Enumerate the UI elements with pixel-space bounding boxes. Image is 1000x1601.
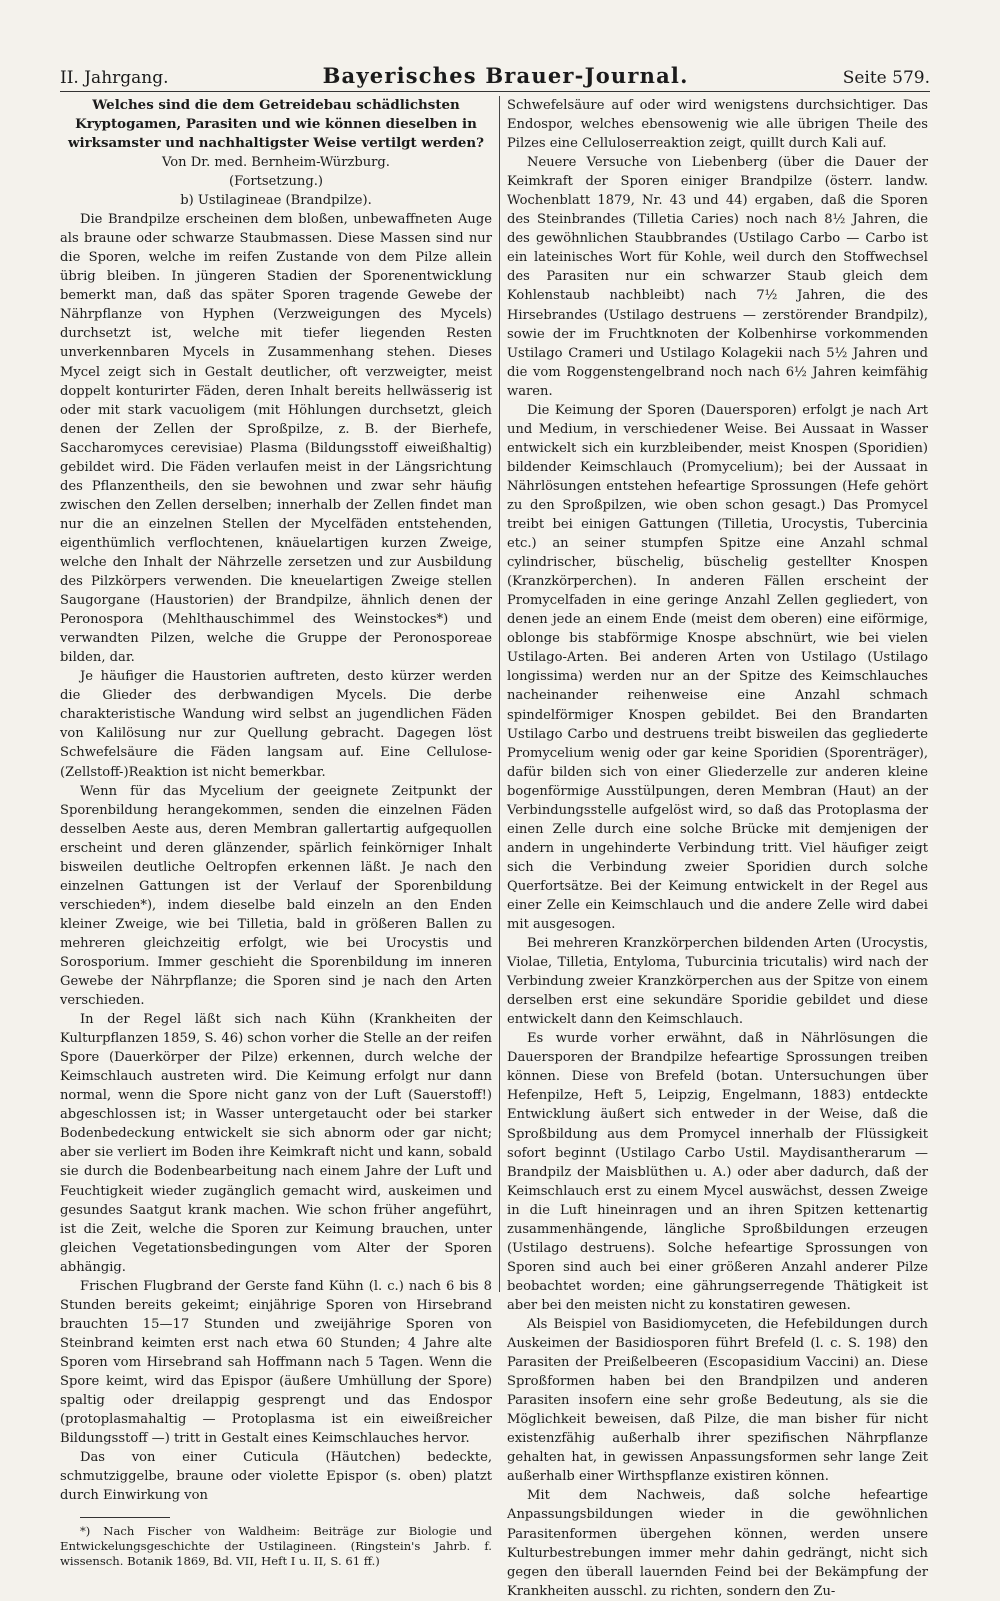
paragraph: Je häufiger die Haustorien auftreten, desto kürzer werden die Glieder des derbwandigen Mycels. Die derbe charakteristische Wandung wird selbst an jugendlichen Fäden von Kalilösung nur zur Quellung gebracht. Dagegen löst Schwefelsäure die Fäden langsam auf. Eine Cellulose-(Zellstoff-)Reaktion ist nicht bemerkbar. (60, 669, 492, 780)
continuation-note: (Fortsetzung.) (228, 174, 324, 190)
paragraph: Mit dem Nachweis, daß solche hefeartige Anpassungsbildungen wieder in die gewöhnlichen Parasitenformen übergehen können, werden unsere Kulturbestrebungen immer mehr dahin gedrängt, nicht sich gegen den überall lauernden Feind bei der Bekämpfung der Krankheiten ausschl. zu richten, sondern den Zu- (507, 1488, 928, 1599)
paragraph: Es wurde vorher erwähnt, daß in Nährlösungen die Dauersporen der Brandpilze hefeartige Sprossungen treiben können. Diese von Brefeld (botan. Untersuchungen über Hefenpilze, Heft 5, Leipzig, Engelmann, 1883) entdeckte Entwicklung äußert sich entweder in der Weise, daß die Sproßbildung aus dem Promycel innerhalb der Flüssigkeit sofort beginnt (Ustilago Carbo Ustil. Maydisantherarum — Brandpilz der Maisblüthen u. A.) oder aber dadurch, daß der Keimschlauch erst zu einem Mycel auswächst, dessen Zweige in die Luft hineinragen und an ihren Spitzen kettenartig zusammenhängende, längliche Sproßbildungen erzeugen (Ustilago destruens). Solche hefeartige Sprossungen von Sporen sind auch bei einer größeren Anzahl anderer Pilze beobachtet worden; eine gährungserregende Thätigkeit ist aber bei den meisten nicht zu konstatiren gewesen. (507, 1031, 928, 1313)
journal-title: Bayerisches Brauer-Journal. (322, 63, 689, 88)
section-heading: b) Ustilagineae (Brandpilze). (180, 193, 372, 209)
page-number: Seite 579. (842, 68, 930, 88)
paragraph: In der Regel läßt sich nach Kühn (Krankheiten der Kulturpflanzen 1859, S. 46) schon vorher die Stelle an der reifen Spore (Dauerkörper der Pilze) erkennen, durch welche der Keimschlauch austreten wird. Die Keimung erfolgt nur dann normal, wenn die Spore nicht ganz von der Luft (Sauerstoff!) abgeschlossen ist; in Wasser untergetaucht oder bei starker Bodenbedeckung entwickelt sie sich abnorm oder gar nicht; aber sie verliert im Boden ihre Keimkraft nicht und kann, sobald sie durch die Bodenbearbeitung nach einem Jahre der Luft und Feuchtigkeit wieder zugänglich gemacht wird, auskeimen und gesundes Saatgut krank machen. Wie schon früher angeführt, ist die Zeit, welche die Sporen zur Keimung brauchen, unter gleichen Vegetationsbedingungen vom Alter der Sporen abhängig. (60, 1012, 492, 1275)
paragraph: Als Beispiel von Basidiomyceten, die Hefebildungen durch Auskeimen der Basidiosporen führt Brefeld (l. c. S. 198) den Parasiten der Preißelbeeren (Escopasidium Vaccini) an. Diese Sproßformen haben bei den Brandpilzen und anderen Parasiten insofern eine sehr große Bedeutung, als sie die Möglichkeit beweisen, daß Pilze, die man bisher für nicht existenzfähig außerhalb ihrer spezifischen Nährpflanze gehalten hat, in gewissen Anpassungsformen sehr lange Zeit außerhalb einer Wirthspflanze existiren können. (507, 1317, 928, 1485)
footnote: *) Nach Fischer von Waldheim: Beiträge zur Biologie und Entwickelungsgeschichte der Ustilagineen. (Ringstein's Jahrb. f. wissensch. Botanik 1869, Bd. VII, Heft I u. II, S. 61 ff.) (60, 1524, 492, 1569)
article-title: Welches sind die dem Getreidebau schädlichsten Kryptogamen, Parasiten und wie können dieselben in wirksamster und nachhaltigster Weise vertilgt werden? (68, 97, 484, 151)
paragraph: Die Brandpilze erscheinen dem bloßen, unbewaffneten Auge als braune oder schwarze Staubmassen. Diese Massen sind nur die Sporen, welche im reifen Zustande von dem Pilze allein übrig bleiben. In jüngeren Stadien der Sporenentwicklung bemerkt man, daß das später Sporen tragende Gewebe der Nährpflanze von Hyphen (Verzweigungen des Mycels) durchsetzt ist, welche mit tiefer liegenden Resten unverkennbaren Mycels in Zusammenhang stehen. Dieses Mycel zeigt sich in Gestalt deutlicher, oft verzweigter, meist doppelt konturirter Fäden, deren Inhalt bereits hellwässerig ist oder mit stark vacuoligem (mit Höhlungen durchsetzt, gleich denen der Zellen der Sproßpilze, z. B. der Bierhefe, Saccharomyces cerevisiae) Plasma (Bildungsstoff eiweißhaltig) gebildet wird. Die Fäden verlaufen meist in der Längsrichtung des Pflanzentheils, den sie bewohnen und zwar sehr häufig zwischen den Zellen derselben; innerhalb der Zellen findet man nur die an einzelnen Stellen der Mycelfäden entstehenden, eigenthümlich verflochtenen, knäuelartigen kurzen Zweige, welche den Inhalt der Nährzelle zersetzen und zur Ausbildung des Pilzkörpers verwenden. Die kneuelartigen Zweige stellen Saugorgane (Haustorien) der Brandpilze, ähnlich denen der Peronospora (Mehlthauschimmel des Weinstockes*) und verwandten Pilzen, welche die Gruppe der Peronosporeae bilden, dar. (60, 212, 492, 666)
paragraph: Bei mehreren Kranzkörperchen bildenden Arten (Urocystis, Violae, Tilletia, Entyloma, Tuburcinia tricutalis) wird nach der Verbindung zweier Kranzkörperchen aus der Spitze von einem derselben erst eine sekundäre Sporidie gebildet und diese entwickelt dann den Keimschlauch. (507, 936, 928, 1028)
paragraph: Die Keimung der Sporen (Dauersporen) erfolgt je nach Art und Medium, in verschiedener Weise. Bei Aussaat in Wasser entwickelt sich ein kurzbleibender, meist Knospen (Sporidien) bildender Keimschlauch (Promycelium); bei der Aussaat in Nährlösungen entstehen hefeartige Sprossungen (Hefe gehört zu den Sproßpilzen, wie oben schon gesagt.) Das Promycel treibt bei einigen Gattungen (Tilletia, Urocystis, Tubercinia etc.) an seiner stumpfen Spitze eine Anzahl schmal cylindrischer, büschelig, büschelig gestellter Knospen (Kranzkörperchen). In anderen Fällen erscheint der Promycelfaden in eine geringe Anzahl Zellen gegliedert, von denen jede an einem Ende (meist dem oberen) eine eiförmige, oblonge bis stabförmige Knospe abschnürt, wie bei vielen Ustilago-Arten. Bei anderen Arten von Ustilago (Ustilago longissima) werden nur an der Spitze des Keimschlauches nacheinander reihenweise eine Anzahl schmach spindelförmiger Knospen gebildet. Bei den Brandarten Ustilago Carbo und destruens treibt bisweilen das gegliederte Promycelium wenig oder gar keine Sporidien (Sporenträger), dafür bilden sich von einer Gliederzelle zur anderen kleine bogenförmige Ausstülpungen, deren Membran (Haut) an der Verbindungsstelle aufgelöst wird, so daß das Protoplasma der einen Zelle durch eine solche Brücke mit demjenigen der andern in ungehinderte Verbindung tritt. Viel häufiger zeigt sich die Verbindung zweier Sporidien durch solche Querfortsätze. Bei der Keimung entwickelt in der Regel aus einer Zelle ein Keimschlauch und die andere Zelle wird dabei mit ausgesogen. (507, 402, 928, 933)
paragraph: Wenn für das Mycelium der geeignete Zeitpunkt der Sporenbildung herangekommen, senden die einzelnen Fäden desselben Aeste aus, deren Membran gallertartig aufgequollen erscheint und deren glänzender, spärlich feinkörniger Inhalt bisweilen deutliche Oeltropfen erkennen läßt. Je nach den einzelnen Gattungen ist der Verlauf der Sporenbildung verschieden*), indem dieselbe bald einzeln an den Enden kleiner Zweige, wie bei Tilletia, bald in größeren Ballen zu mehreren gleichzeitig erfolgt, wie bei Urocystis und Sorosporium. Immer geschieht die Sporenbildung im inneren Gewebe der Nährpflanze; die Sporen sind je nach den Arten verschieden. (60, 783, 492, 1009)
paragraph: Schwefelsäure auf oder wird wenigstens durchsichtiger. Das Endospor, welches ebensowenig wie alle übrigen Theile des Pilzes eine Celluloserreaktion zeigt, quillt durch Kali auf. (507, 98, 928, 152)
header-rule (60, 91, 930, 92)
column-divider (499, 96, 500, 1292)
paragraph: Neuere Versuche von Liebenberg (über die Dauer der Keimkraft der Sporen einiger Brandpilze (österr. landw. Wochenblatt 1879, Nr. 43 und 44) ergaben, daß die Sporen des Steinbrandes (Tilletia Caries) noch nach 8½ Jahren, die des gewöhnlichen Staubbrandes (Ustilago Carbo — Carbo ist ein lateinisches Wort für Kohle, weil durch den Stoffwechsel des Parasiten nur ein schwarzer Staub gleich dem Kohlenstaub nachbleibt) nach 7½ Jahren, die des Hirsebrandes (Ustilago destruens — zerstörender Brandpilz), sowie der im Fruchtknoten der Kolbenhirse vorkommenden Ustilago Crameri und Ustilago Kolagekii nach 5½ Jahren und die vom Roggenstengelbrand noch nach 6½ Jahren keimfähig waren. (507, 155, 928, 399)
paragraph: Das von einer Cuticula (Häutchen) bedeckte, schmutziggelbe, braune oder violette Epispor (s. oben) platzt durch Einwirkung von (60, 1450, 492, 1504)
running-header (60, 54, 930, 88)
paragraph: Frischen Flugbrand der Gerste fand Kühn (l. c.) nach 6 bis 8 Stunden bereits gekeimt; einjährige Sporen von Hirsebrand brauchten 15—17 Stunden und zweijährige Sporen von Steinbrand keimten erst nach etwa 60 Stunden; 4 Jahre alte Sporen vom Hirsebrand sah Hoffmann nach 5 Tagen. Wenn die Spore keimt, wird das Epispor (äußere Umhüllung der Spore) spaltig oder dreilappig gesprengt und das Endospor (protoplasmahaltig — Protoplasma ist ein eiweißreicher Bildungsstoff —) tritt in Gestalt eines Keimschlauches hervor. (60, 1278, 492, 1447)
right-column (507, 96, 928, 1599)
article-byline: Von Dr. med. Bernheim-Würzburg. (162, 155, 390, 170)
left-column (60, 96, 492, 1569)
footnote-rule (80, 1517, 170, 1518)
volume-label: II. Jahrgang. (60, 68, 169, 88)
